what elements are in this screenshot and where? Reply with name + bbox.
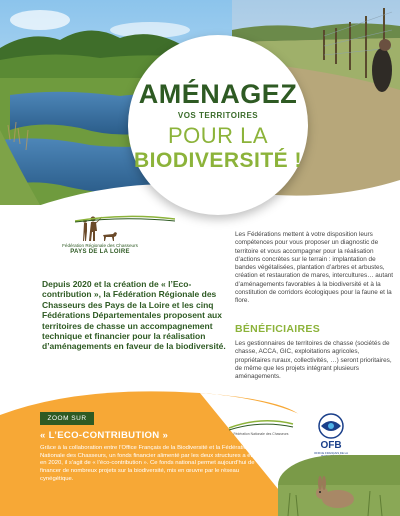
title-pour-la: POUR LA xyxy=(167,123,269,148)
fnc-name: Fédération Nationale des Chasseurs xyxy=(233,432,289,436)
intro-text: Depuis 2020 et la création de « l’Eco-contribution », la Fédération Régionale des Chasseurs des Pays de la Loire et les cinq Fédérations Départementales proposent aux territoires de chasse un accompagnement technique et financier pour la réalisation d’aménagements en faveur de la biodiversité. xyxy=(42,279,226,352)
eco-contribution-text: Grâce à la collaboration entre l’Office Français de la Biodiversité et la Fédération Nationale des Chasseurs, un fonds financier alimenté par les deux structures a été créé en 2020, il s’agit de « l’éco-contribution ». Ce fonds national permet aujourd’hui de financer de nombreux projets sur la biodiversité, mis en œuvre par le réseau cynégétique. xyxy=(40,445,269,482)
fnc-logo xyxy=(225,412,297,440)
beneficiaires-title: BÉNÉFICIAIRES xyxy=(235,323,320,335)
title-badge xyxy=(128,35,308,215)
federation-logo xyxy=(40,215,160,265)
fnc-emblem xyxy=(225,412,297,432)
ofb-word: OFB xyxy=(320,440,342,451)
title-biodiversite: BIODIVERSITÉ ! xyxy=(133,149,303,172)
rabbit-photo xyxy=(278,455,400,516)
title-amenagez: AMÉNAGEZ xyxy=(138,79,298,109)
zoom-tag: ZOOM SUR xyxy=(40,412,94,425)
beneficiaires-text: Les gestionnaires de territoires de chasse (sociétés de chasse, ACCA, GIC, exploitations agricoles, propriétaires ruraux, collectivités, …) seront prioritaires, de même que les projets intégrant plusieurs aménagements. xyxy=(235,340,392,381)
title-vos-territoires: VOS TERRITOIRES xyxy=(177,111,259,120)
eco-contribution-title: « L’ECO-CONTRIBUTION » xyxy=(40,430,169,441)
description-text: Les Fédérations mettent à votre disposition leurs compétences pour vous proposer un diagnostic de territoire et vous accompagner pour la réalisation d’actions concrètes sur le terrain : implantation de bandes végétalisées, plantation d’arbres et arbustes, création et restauration de mares, intercultures… autant d’aménagements favorables à la biodiversité et à la constitution de corridors écologiques pour la faune et la flore. xyxy=(235,231,394,305)
federation-name: Fédération Régionale des Chasseurs xyxy=(62,243,138,248)
federation-swoosh xyxy=(75,215,175,223)
ofb-subtitle: OFFICE FRANÇAIS DE LA xyxy=(313,451,349,455)
federation-region: PAYS DE LA LOIRE xyxy=(70,249,130,255)
